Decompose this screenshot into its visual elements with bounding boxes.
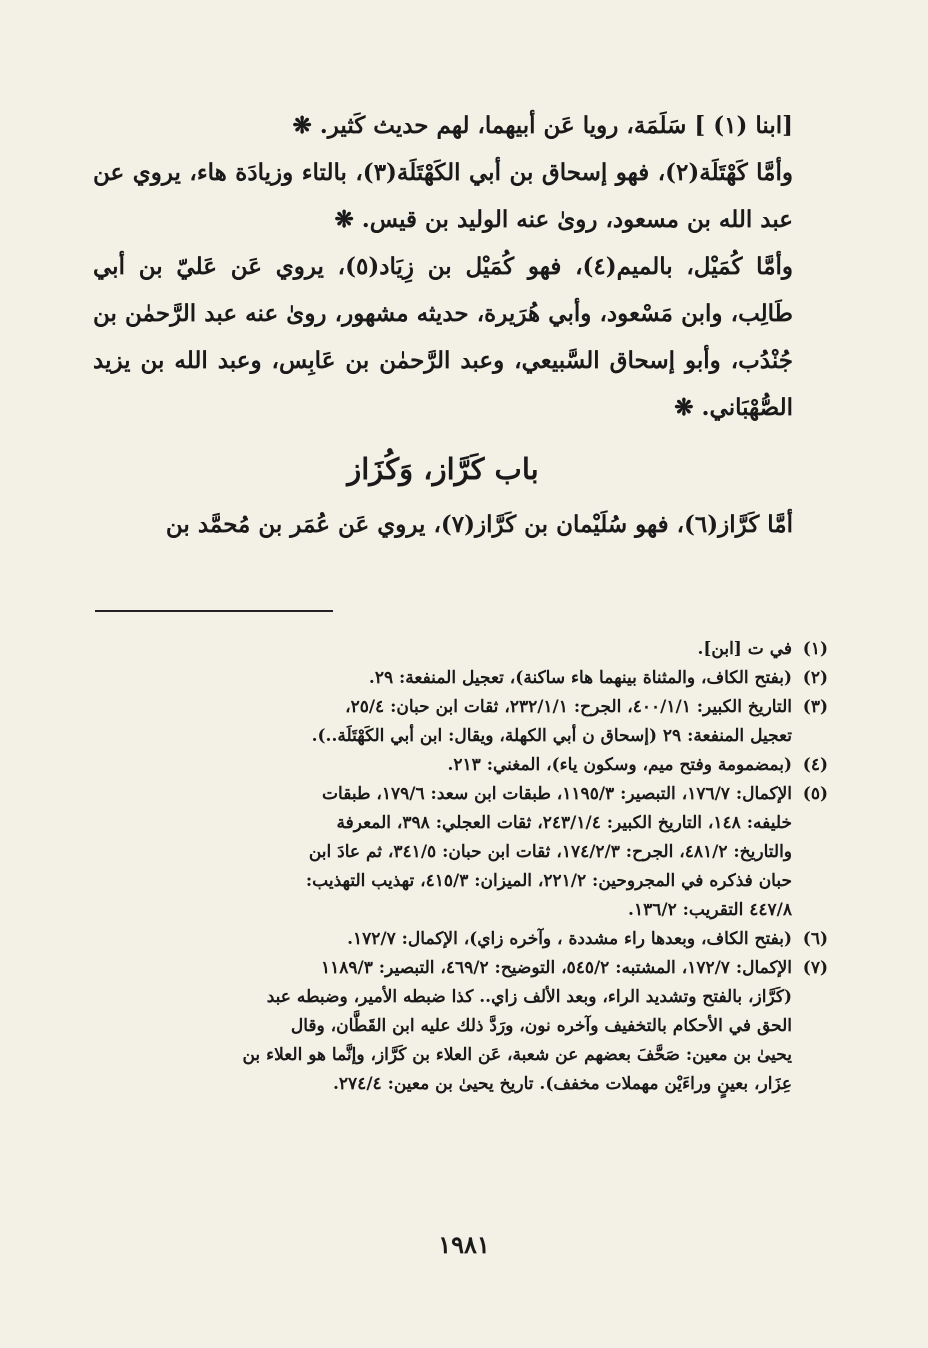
footnote bbox=[93, 693, 828, 751]
footnote-line: (كَرَّاز، بالفتح وتشديد الراء، وبعد الألف زاي.. كذا ضبطه الأمير، وضبطه عبد bbox=[266, 987, 792, 1007]
paragraph-1: [ابنا (١) ] سَلَمَة، رويا عَن أبيهما، لهم حديث كَثير. ❋ bbox=[292, 112, 793, 139]
footnote-line: تعجيل المنفعة: ٢٩ (إسحاق ن أبي الكهلة، ويقال: ابن أبي الكَهْتَلَة..). bbox=[311, 726, 792, 746]
paragraph-4: أمَّا كَرَّاز(٦)، فهو سُلَيْمان بن كَرَّاز(٧)، يروي عَن عُمَر بن مُحمَّد بن bbox=[165, 511, 793, 538]
footnote bbox=[93, 925, 828, 954]
footnote-line: (بفتح الكاف، والمثناة بينهما هاء ساكنة)، تعجيل المنفعة: ٢٩. bbox=[368, 668, 792, 688]
footnote-line: (بفتح الكاف، وبعدها راء مشددة ، وآخره زاي)، الإكمال: ١٧٢/٧. bbox=[347, 929, 792, 949]
footnote-line: في ت [ابن]. bbox=[697, 639, 792, 659]
footnote-text bbox=[93, 954, 792, 1099]
footnote-line: ٤٤٧/٨ التقريب: ١٣٦/٢. bbox=[628, 900, 792, 920]
paragraph-2: وأمَّا كَهْتَلَة(٢)، فهو إسحاق بن أبي الكَهْتَلَة(٣)، بالتاء وزيادَة هاء، يروي عن عبد الله بن مسعود، روىٰ عنه الوليد بن قيس. ❋ bbox=[93, 159, 793, 233]
footnote bbox=[93, 635, 828, 664]
footnote-line: (بمضمومة وفتح ميم، وسكون ياء)، المغني: ٢١٣. bbox=[447, 755, 792, 775]
footnotes bbox=[93, 635, 828, 1099]
footnote-number: (٦) bbox=[802, 929, 828, 949]
footnote-line: والتاريخ: ٤٨١/٢، الجرح: ١٧٤/٢/٣، ثقات ابن حبان: ٣٤١/٥، ثم عادَ ابن bbox=[308, 842, 792, 862]
chapter-heading: باب كَرَّاز، وَكُزَاز bbox=[347, 452, 539, 486]
footnote-line: عِزَار، بعينٍ وراءَيْن مهملات مخفف). تاريخ يحيىٰ بن معين: ٢٧٤/٤. bbox=[333, 1074, 792, 1094]
footnote-text bbox=[93, 693, 792, 751]
paragraph-3: وأمَّا كُمَيْل، بالميم(٤)، فهو كُمَيْل بن زِيَاد(٥)، يروي عَن عَليّ بن أبي طَالِب، وابن مَسْعود، وأبي هُرَيرة، حديثه مشهور، روىٰ عنه عبد الرَّحمٰن بن جُنْدُب، وأبو إسحاق السَّبيعي، وعبد الرَّحمٰن بن عَابِس، وعبد الله بن يزيد الصُّهْبَاني. ❋ bbox=[93, 253, 794, 421]
footnote-text bbox=[93, 664, 792, 693]
footnote-line: التاريخ الكبير: ٤٠٠/١/١، الجرح: ٢٣٢/١/١، ثقات ابن حبان: ٢٥/٤، bbox=[345, 697, 792, 717]
footnote-number: (١) bbox=[802, 639, 828, 659]
footnote-line: الإكمال: ١٧٢/٧، المشتبه: ٥٤٥/٢، التوضيح: ٤٦٩/٢، التبصير: ١١٨٩/٣ bbox=[321, 958, 792, 978]
footnote bbox=[93, 751, 828, 780]
footnote-line: الحق في الأحكام بالتخفيف وآخره نون، ورَدَّ ذلك عليه ابن القَطَّان، وقال bbox=[290, 1016, 792, 1036]
footnote-line: يحيىٰ بن معين: صَحَّفَ بعضهم عن شعبة، عَن العلاء بن كَرَّاز، وإنَّما هو العلاء بن bbox=[242, 1045, 792, 1065]
footnote-number: (٢) bbox=[802, 668, 828, 688]
main-text bbox=[93, 102, 793, 548]
footnote-line: خليفه: ١٤٨، التاريخ الكبير: ٢٤٣/١/٤، ثقات العجلي: ٣٩٨، المعرفة bbox=[336, 813, 792, 833]
footnote-number: (٣) bbox=[802, 697, 828, 717]
footnote-line: حبان فذكره في المجروحين: ٢٢١/٢، الميزان: ٤١٥/٣، تهذيب التهذيب: bbox=[305, 871, 792, 891]
footnote bbox=[93, 780, 828, 925]
footnote-text bbox=[93, 751, 792, 780]
footnote-number: (٤) bbox=[802, 755, 828, 775]
footnote-text bbox=[93, 925, 792, 954]
footnote bbox=[93, 664, 828, 693]
footnote bbox=[93, 954, 828, 1099]
footnote-number: (٥) bbox=[802, 784, 828, 804]
footnote-line: الإكمال: ١٧٦/٧، التبصير: ١١٩٥/٣، طبقات ابن سعد: ١٧٩/٦، طبقات bbox=[322, 784, 792, 804]
footnote-text bbox=[93, 780, 792, 925]
page-number: ١٩٨١ bbox=[438, 1230, 490, 1259]
footnote-divider bbox=[95, 610, 333, 612]
footnote-number: (٧) bbox=[802, 958, 828, 978]
footnote-text bbox=[93, 635, 792, 664]
